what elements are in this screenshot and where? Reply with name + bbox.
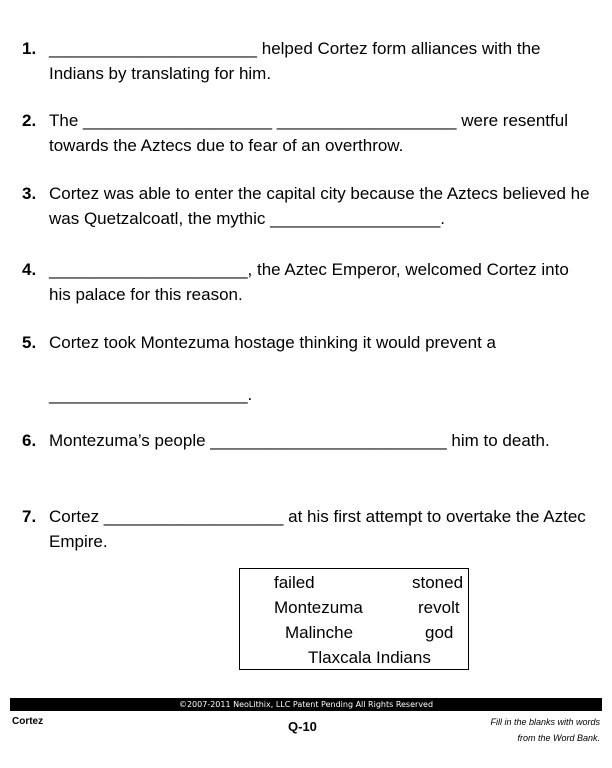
question-number: 6. <box>22 431 37 450</box>
question-text <box>49 36 592 86</box>
footer-instructions <box>400 714 600 746</box>
word-bank-item: stoned <box>412 573 464 592</box>
question-2 <box>22 108 592 158</box>
question-text-segment: were resentful towards the Aztecs due to fear of an overthrow. <box>49 111 568 155</box>
question-text-segment: helped Cortez form alliances with the Indians by translating for him. <box>49 39 541 83</box>
question-number: 5. <box>22 333 37 352</box>
question-text-segment: Cortez <box>49 507 104 526</box>
word-bank-item: Malinche <box>285 623 354 642</box>
instruction-line: from the Word Bank. <box>517 733 600 743</box>
question-6 <box>22 428 592 453</box>
instruction-line: Fill in the blanks with words <box>490 717 600 727</box>
word-bank-item: god <box>425 623 454 642</box>
answer-blank[interactable]: ___________________ <box>103 507 284 526</box>
question-number: 3. <box>22 184 37 203</box>
question-text-segment: . <box>247 385 253 404</box>
question-text-segment: . <box>440 209 446 228</box>
question-text-segment: at his first attempt to overtake the Aztec Empire. <box>49 507 586 551</box>
question-7 <box>22 504 592 554</box>
question-text <box>49 257 592 307</box>
question-number: 2. <box>22 111 37 130</box>
answer-blank[interactable]: _____________________ <box>49 385 248 404</box>
question-1 <box>22 36 592 86</box>
question-number: 1. <box>22 39 37 58</box>
question-text <box>49 504 592 554</box>
question-text-segment: , the Aztec Emperor, welcomed Cortez into his palace for this reason. <box>49 260 569 304</box>
question-text-segment: Cortez was able to enter the capital city because the Aztecs believed he was Quetzalcoatl, the mythic <box>49 184 590 228</box>
copyright-bar: ©2007-2011 NeoLithix, LLC Patent Pending All Rights Reserved <box>10 698 602 711</box>
word-bank-item: revolt <box>418 598 460 617</box>
question-number: 7. <box>22 507 37 526</box>
question-text <box>49 330 592 407</box>
answer-blank[interactable]: __________________ <box>270 209 441 228</box>
answer-blank[interactable]: _________________________ <box>210 431 447 450</box>
question-3 <box>22 181 592 231</box>
question-text-segment: him to death. <box>446 431 550 450</box>
question-number: 4. <box>22 260 37 279</box>
question-4 <box>22 257 592 307</box>
answer-blank[interactable]: ____________________ ___________________ <box>83 111 457 130</box>
word-bank-item: Montezuma <box>274 598 363 617</box>
word-bank-item: failed <box>274 573 315 592</box>
word-bank-item: Tlaxcala Indians <box>308 648 431 667</box>
question-5 <box>22 330 592 407</box>
footer-topic: Cortez <box>12 716 44 727</box>
answer-blank[interactable]: ______________________ <box>49 39 258 58</box>
answer-blank[interactable]: _____________________ <box>49 260 248 279</box>
question-text <box>49 108 592 158</box>
question-text <box>49 428 592 453</box>
question-text-segment: Cortez took Montezuma hostage thinking it would prevent a <box>49 333 496 352</box>
question-text-segment: The <box>49 111 84 130</box>
question-text <box>49 181 592 231</box>
page-code: Q-10 <box>288 719 317 734</box>
question-text-segment: Montezuma’s people <box>49 431 211 450</box>
word-bank <box>239 568 469 670</box>
